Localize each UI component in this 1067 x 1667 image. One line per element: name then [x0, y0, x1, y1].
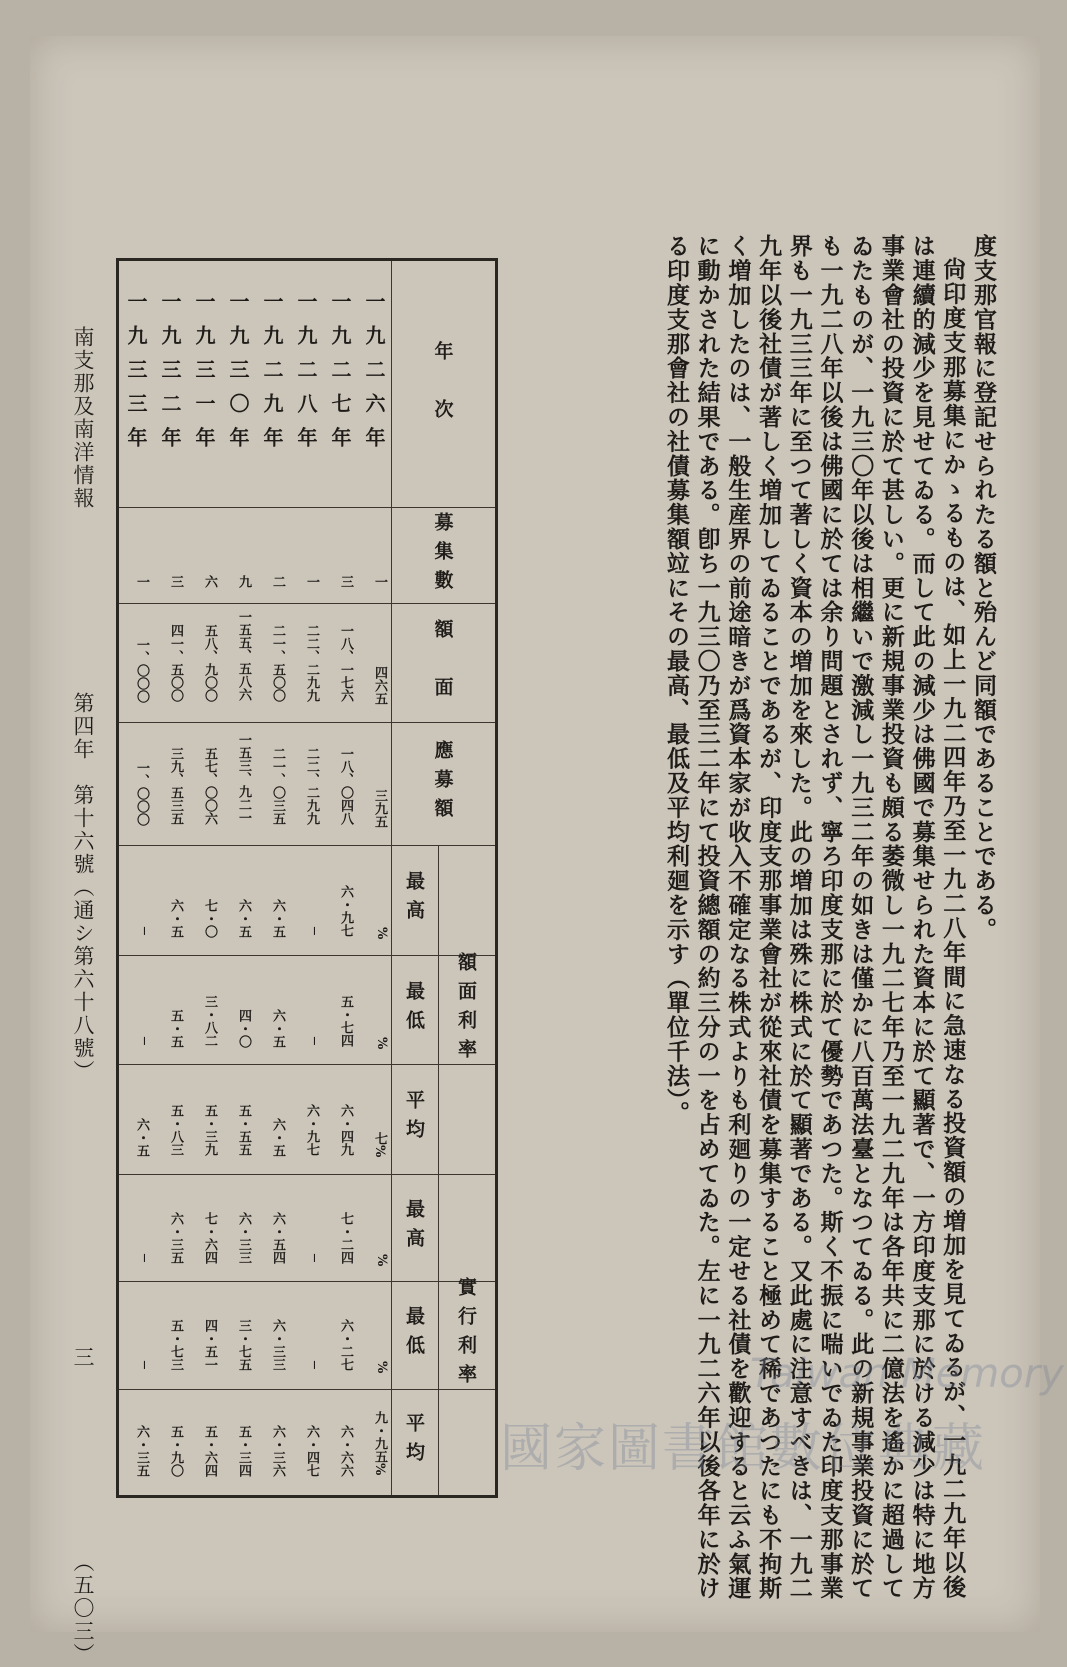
- table-cell: 一八、〇四八: [338, 747, 353, 825]
- table-cell: 五・三四: [236, 1425, 251, 1477]
- table-cell: 三: [338, 575, 353, 588]
- table-cell: 五・八三: [168, 1104, 183, 1156]
- table-cell: 五・五: [168, 1009, 183, 1048]
- year-cell: 一九二八年: [294, 291, 318, 461]
- table-cell: ─: [306, 1254, 321, 1262]
- table-cell: 七・二四: [338, 1212, 353, 1264]
- table-cell: ─: [136, 1361, 151, 1369]
- table-cell: 六・五四: [270, 1212, 285, 1264]
- table-cell: 二一、五〇〇: [270, 624, 285, 702]
- table-cell: 九・九五%: [372, 1411, 387, 1476]
- header-count: 募集數: [431, 511, 454, 599]
- journal-title: 南支那及南洋情報: [71, 326, 95, 510]
- table-cell: 四六五: [372, 666, 387, 705]
- header-face: 額 面: [431, 619, 454, 706]
- table-cell: 二一、〇三五: [270, 747, 285, 825]
- table-cell: 三・八二: [202, 995, 217, 1047]
- table-cell: 五・三九: [202, 1104, 217, 1156]
- table-cell: 六・五: [168, 899, 183, 938]
- header-face-rate: 額面利率: [455, 952, 477, 1068]
- paragraph-1: 度支那官報に登記せられたる額と殆んど同額であることである。: [970, 234, 997, 942]
- table-cell: 二: [270, 575, 285, 588]
- table-cell: %: [374, 1254, 389, 1267]
- table-cell: 四・五一: [202, 1319, 217, 1371]
- table-cell: 一、〇〇〇: [134, 761, 149, 826]
- year-cell: 一九三一年: [192, 291, 216, 461]
- page-number-paren: （五〇三）: [71, 1550, 95, 1666]
- document-page: [30, 36, 1064, 1666]
- table-cell: ─: [136, 1037, 151, 1045]
- header-avg: 平均: [403, 1090, 425, 1148]
- table-cell: 五七、〇〇六: [202, 747, 217, 825]
- header-high: 最高: [403, 871, 425, 929]
- table-cell: 二二、二九九: [304, 747, 319, 825]
- table-cell: 六・四九: [338, 1104, 353, 1156]
- table-cell: 三・七五: [236, 1319, 251, 1371]
- year-cell: 一九二九年: [260, 291, 284, 461]
- table-cell: 三九五: [372, 789, 387, 828]
- table-cell: 六・三六: [270, 1425, 285, 1477]
- header-actual-rate: 實行利率: [455, 1277, 477, 1393]
- table-cell: 五・五五: [236, 1104, 251, 1156]
- table-cell: 五・六四: [202, 1425, 217, 1477]
- table-cell: 七・〇: [202, 899, 217, 938]
- table-cell: 四一、五〇〇: [168, 624, 183, 702]
- watermark-cn: 國家圖書館數位典藏: [500, 1419, 987, 1479]
- table-cell: 一: [134, 575, 149, 588]
- bond-issue-table: [116, 258, 498, 1498]
- year-cell: 一九三〇年: [226, 291, 250, 461]
- table-cell: 五・七三: [168, 1319, 183, 1371]
- table-cell: 七・六四: [202, 1212, 217, 1264]
- table-cell: 一八、一七六: [338, 624, 353, 702]
- table-cell: 六・三三: [236, 1212, 251, 1264]
- table-cell: ─: [306, 1361, 321, 1369]
- table-cell: 一: [372, 575, 387, 588]
- table-cell: ─: [306, 927, 321, 935]
- table-cell: 四・〇: [236, 1009, 251, 1048]
- table-cell: 六・五: [270, 1009, 285, 1048]
- paragraph-2: 尙印度支那募集にかゝるものは、如上一九二四年乃至一九二八年間に急速なる投資額の増加を見てゐるが、一九二九年以後は連續的減少を見せてゐる。而して此の減少は佛國で募集せられた資本に於て顯著で、一方印度支那に於ける減少は特に地方事業會社の投資に於て甚しい。更に新規事業投資も頗る萎微し一九二七年乃至一九二九年は各年共に二億法を遙かに超過してゐたものが、一九三〇年以後は相繼いで激減し一九三二年の如きは僅かに八百萬法臺となつてゐる。此の新規事業投資に於ても一九二八年以後は佛國に於ては余り問題とされず、寧ろ印度支那に於て優勢であつた。斯く不振に喘いでゐた印度支那事業界も一九三三年に至つて著しく資本の増加を來した。此の増加は殊に株式に於て顯著である。又此處に注意すべきは、一九二九年以後社債が著しく増加してゐることであるが、印度支那事業會社が從來社債を募集すること極めて稀であつたにも不拘斯く増加したのは、一般生産界の前途暗きが爲資本家が收入不確定なる株式よりも利廻りの一定せる社債を歡迎すると云ふ氣運に動かされた結果である。卽ち一九三〇乃至三二年にて投資總額の約三分の一を占めてゐた。左に一九二六年以後各年に於ける印度支那會社の社債募集額竝にその最高、最低及平均利廻を示す（單位千法）。: [662, 234, 967, 1601]
- page-number: 三: [71, 1345, 95, 1369]
- table-cell: ─: [306, 1037, 321, 1045]
- table-cell: 六・五: [270, 899, 285, 938]
- table-cell: 六・三五: [134, 1425, 149, 1477]
- table-cell: 三九、五三五: [168, 747, 183, 825]
- header-low: 最低: [403, 981, 425, 1039]
- table-cell: 一、〇〇〇: [134, 638, 149, 703]
- table-cell: %: [374, 927, 389, 940]
- table-cell: 一五五、五八六: [236, 610, 251, 701]
- table-cell: 五八、九〇〇: [202, 624, 217, 702]
- table-cell: %: [374, 1361, 389, 1374]
- table-cell: 五・七四: [338, 995, 353, 1047]
- year-cell: 一九二六年: [362, 291, 386, 461]
- table-cell: 六・九七: [338, 885, 353, 937]
- header-year: 年 次: [431, 340, 454, 428]
- year-cell: 一九三三年: [124, 291, 148, 461]
- table-cell: 六・九七: [304, 1104, 319, 1156]
- table-cell: ─: [136, 927, 151, 935]
- header-high: 最高: [403, 1199, 425, 1257]
- watermark-en: Taiwan Memory: [750, 1351, 1064, 1397]
- table-cell: 六・三五: [168, 1212, 183, 1264]
- year-cell: 一九二七年: [328, 291, 352, 461]
- issue-number: 第四年 第十六號（通シ第六十八號）: [71, 692, 95, 1084]
- table-cell: 五・九〇: [168, 1425, 183, 1477]
- table-cell: 一: [304, 575, 319, 588]
- table-cell: ─: [136, 1254, 151, 1262]
- table-cell: 一五三、九二一: [236, 733, 251, 824]
- header-low: 最低: [403, 1306, 425, 1364]
- page-margin: [68, 326, 98, 1666]
- table-cell: 六・六六: [338, 1425, 353, 1477]
- header-avg: 平均: [403, 1413, 425, 1471]
- table-cell: 七%: [372, 1132, 387, 1158]
- table-cell: 九: [236, 575, 251, 588]
- header-subscribed: 應募額: [431, 740, 454, 827]
- year-cell: 一九三二年: [158, 291, 182, 461]
- table-cell: 六・三三: [270, 1319, 285, 1371]
- table-cell: 六・五: [134, 1118, 149, 1157]
- table-cell: 六・五: [236, 899, 251, 938]
- table-cell: 二二、二九九: [304, 624, 319, 702]
- table-cell: %: [374, 1037, 389, 1050]
- table-cell: 三: [168, 575, 183, 588]
- table-cell: 六: [202, 575, 217, 588]
- table-cell: 六・五: [270, 1118, 285, 1157]
- table-cell: 六・二七: [338, 1319, 353, 1371]
- table-cell: 六・四七: [304, 1425, 319, 1477]
